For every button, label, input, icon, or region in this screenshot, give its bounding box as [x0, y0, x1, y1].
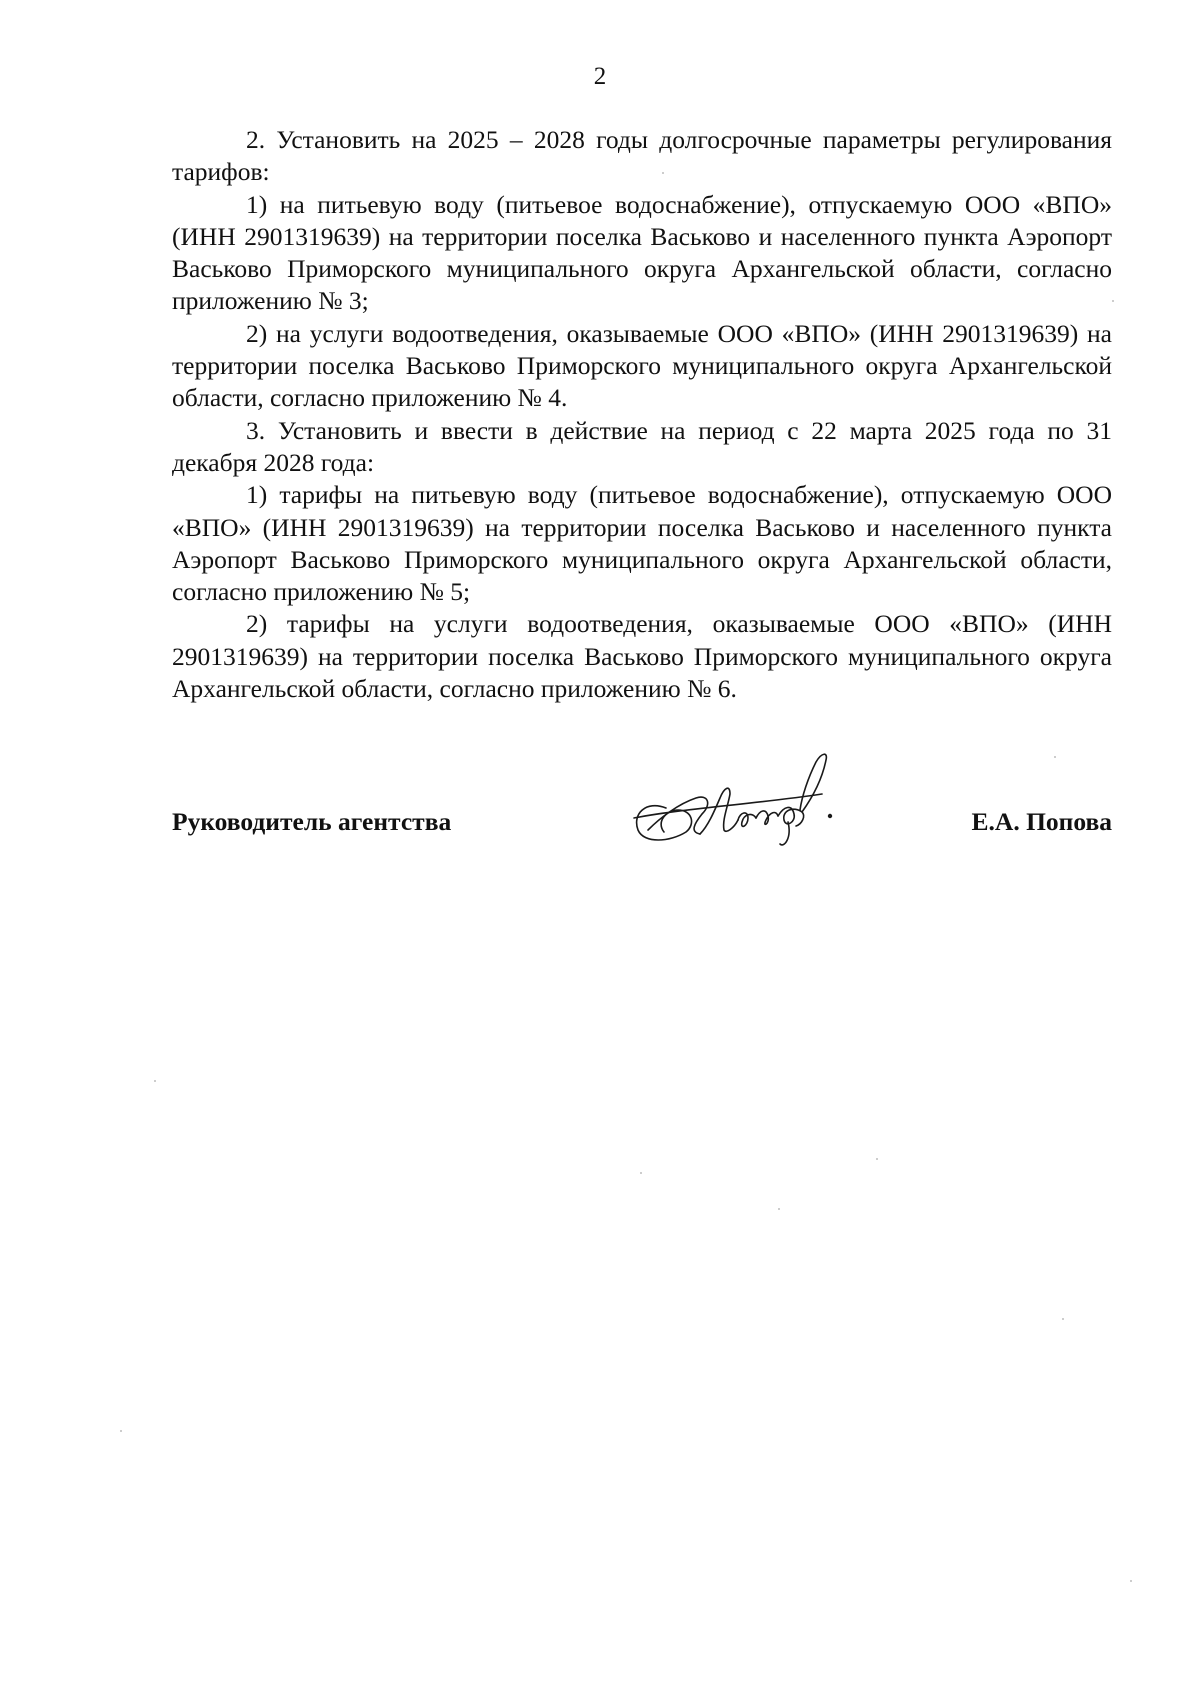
paragraph-2-2: 2) на услуги водоотведения, оказываемые ООО «ВПО» (ИНН 2901319639) на территории поселка Васьково Приморского муниципального округа Архангельской области, согласно приложению № 4.	[172, 318, 1112, 413]
paragraph-3: 3. Установить и ввести в действие на период с 22 марта 2025 года по 31 декабря 2028 года:	[172, 415, 1112, 477]
document-body	[172, 124, 1112, 705]
paragraph-2: 2. Установить на 2025 – 2028 годы долгосрочные параметры регулирования тарифов:	[172, 125, 1112, 187]
paragraph-3-1: 1) тарифы на питьевую воду (питьевое водоснабжение), отпускаемую ООО «ВПО» (ИНН 2901319639) на территории поселка Васьково и населенного пункта Аэропорт Васьково Приморского муниципального округа Архангельской области, согласно приложению № 5;	[172, 480, 1112, 607]
page-number: 2	[593, 63, 607, 90]
paragraph-3-2: 2) тарифы на услуги водоотведения, оказываемые ООО «ВПО» (ИНН 2901319639) на территории поселка Васьково Приморского муниципального округа Архангельской области, согласно приложению № 6.	[172, 609, 1112, 704]
signatory-title: Руководитель агентства	[172, 807, 452, 836]
paragraph-2-1: 1) на питьевую воду (питьевое водоснабжение), отпускаемую ООО «ВПО» (ИНН 2901319639) на территории поселка Васьково и населенного пункта Аэропорт Васьково Приморского муниципального округа Архангельской области, согласно приложению № 3;	[172, 189, 1112, 316]
signatory-name: Е.А. Попова	[971, 807, 1112, 836]
handwritten-signature	[626, 748, 836, 848]
